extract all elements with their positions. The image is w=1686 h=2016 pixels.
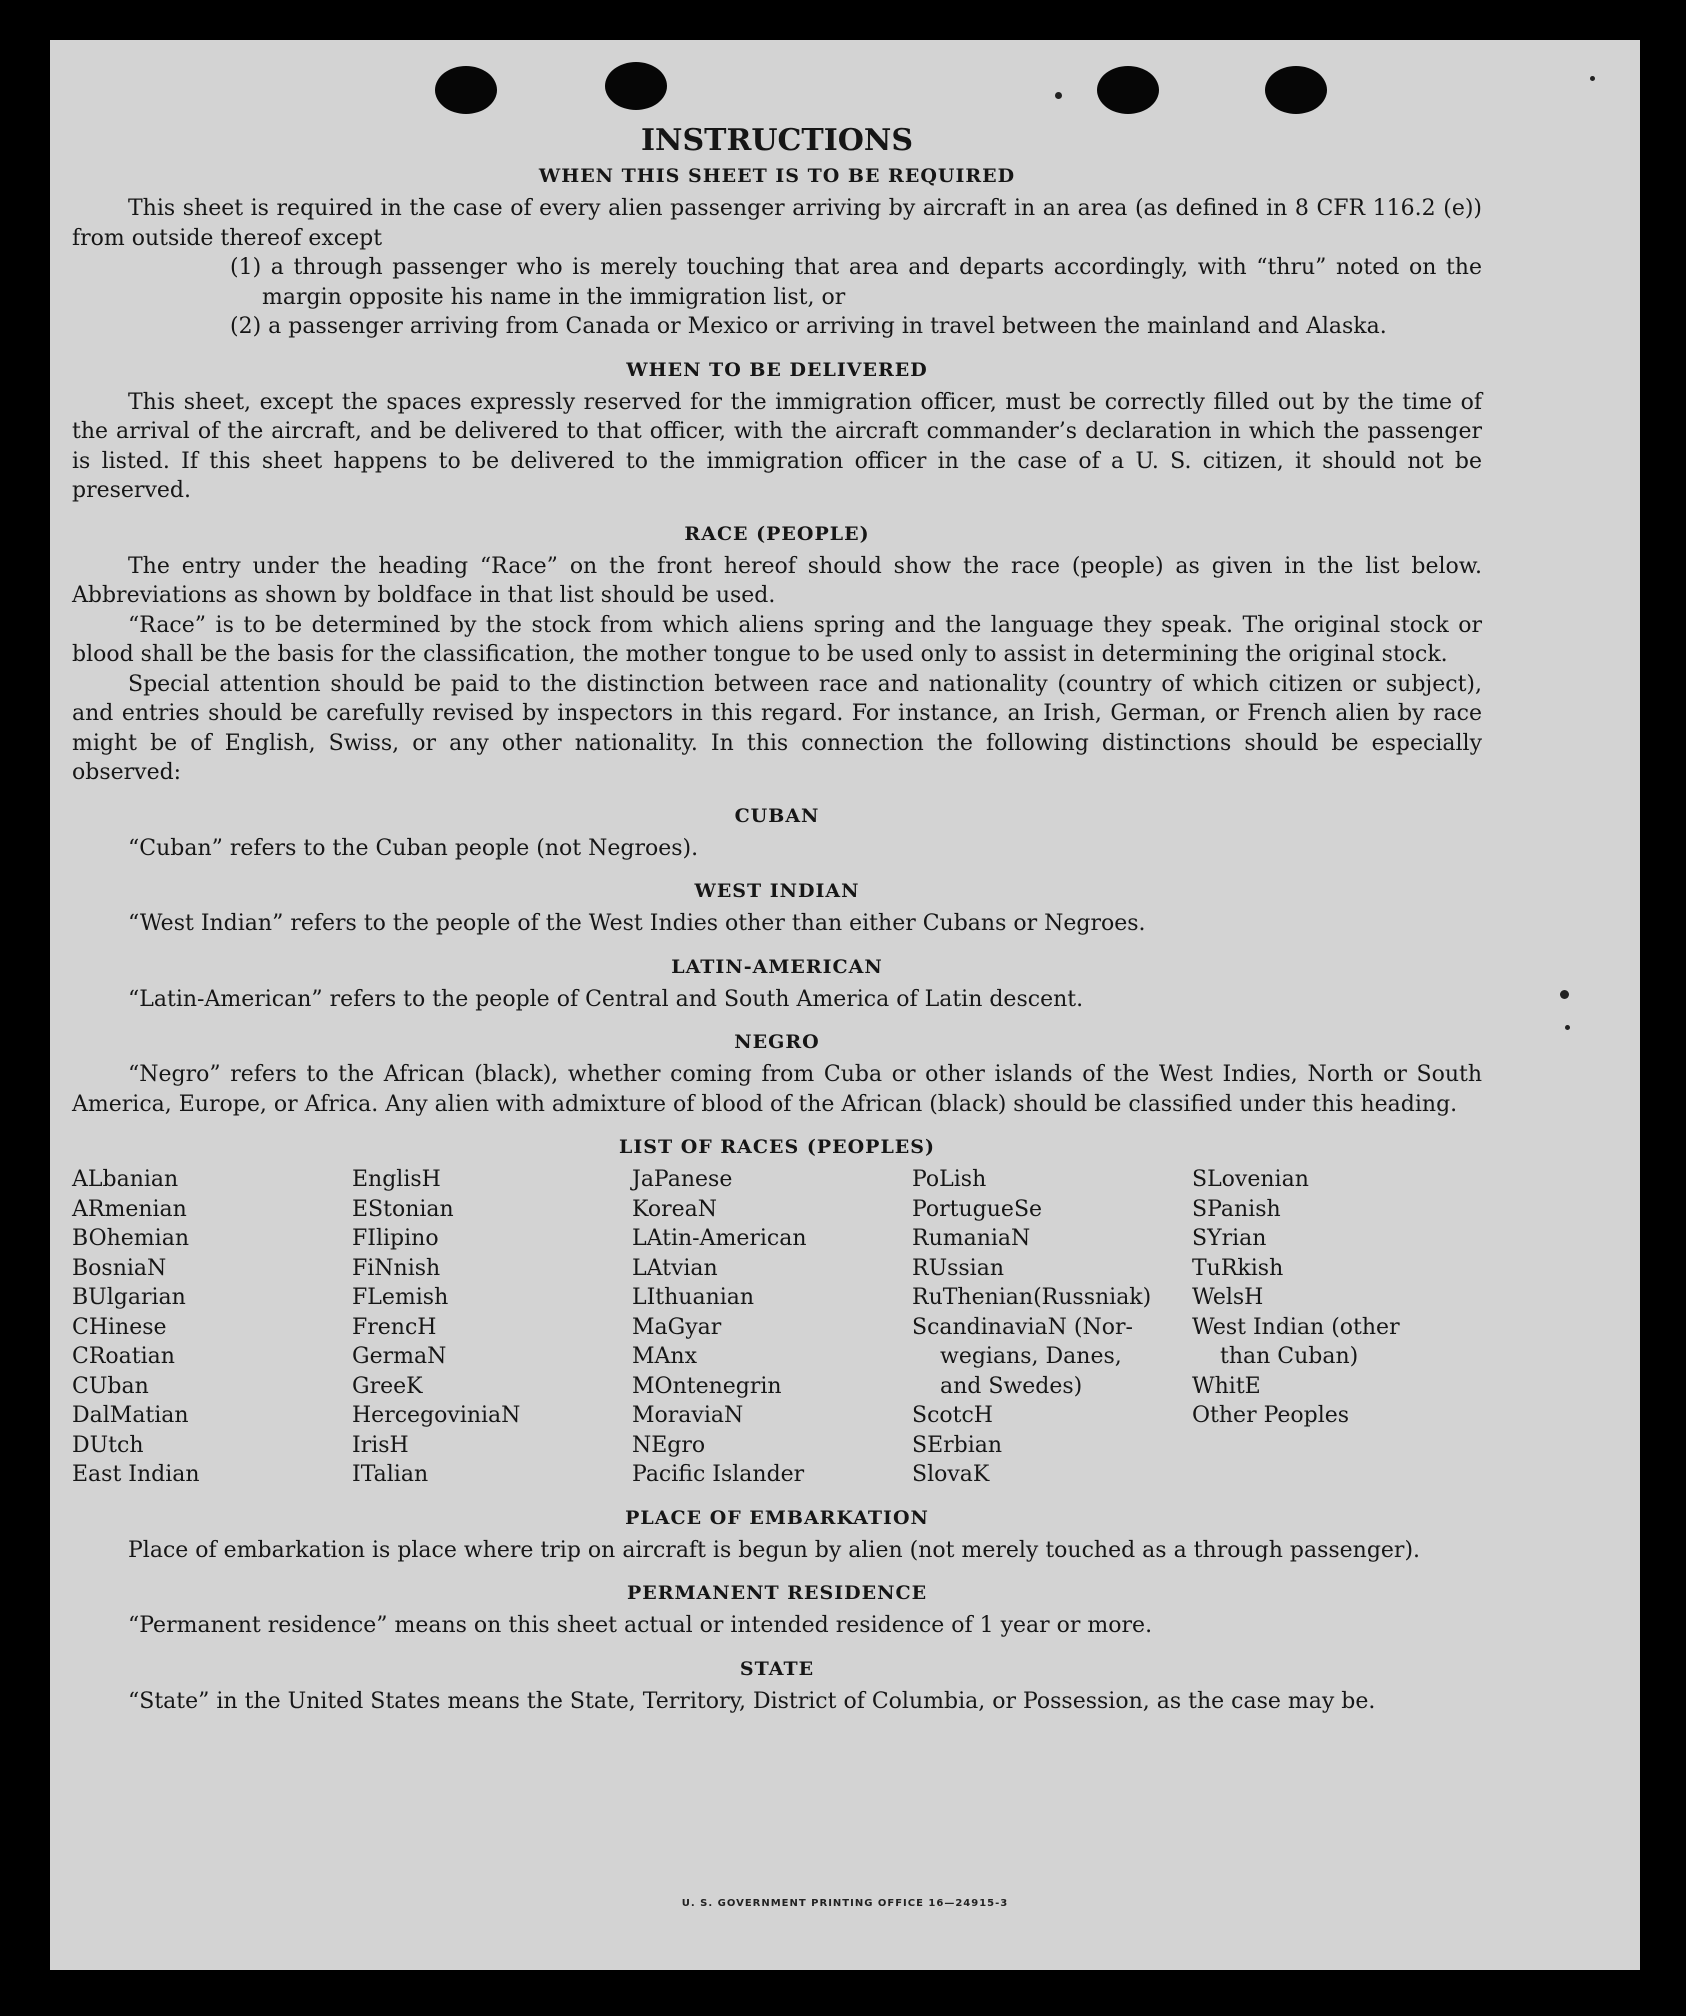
race-entry: IrisH (352, 1432, 409, 1458)
instructions-body (72, 124, 1482, 1716)
cuban-text: “Cuban” refers to the Cuban people (not Negroes). (128, 835, 699, 861)
section-heading-races-list: LIST OF RACES (PEOPLES) (619, 1136, 935, 1158)
races-column (72, 1165, 352, 1490)
race-entry: MoraviaN (632, 1403, 744, 1428)
race-entry: TuRkish (1192, 1255, 1284, 1281)
residence-text: “Permanent residence” means on this sheet actual or intended residence of 1 year or more. (128, 1613, 1153, 1638)
races-column (912, 1165, 1192, 1490)
race-entry: ScotcH (912, 1403, 993, 1428)
latin-american-text: “Latin-American” refers to the people of Central and South America of Latin descent. (128, 986, 1084, 1012)
punch-hole (435, 66, 497, 114)
punch-hole (1097, 66, 1159, 114)
delivered-text: This sheet, except the spaces expressly reserved for the immigration officer, must be correctly filled out by the time of the arrival of the aircraft, and be delivered to that officer, with the aircraft commander’s declaration in which the passenger is listed. If this sheet happens to be delivered to the immigration officer in the case of a U. S. citizen, it should not be preserved. (72, 389, 1482, 503)
race-entry: FIlipino (352, 1226, 439, 1251)
race-entry: MOntenegrin (632, 1373, 782, 1399)
race-entry: HercegoviniaN (352, 1403, 521, 1428)
section-heading-delivered: WHEN TO BE DELIVERED (626, 358, 928, 381)
race-entry: SlovaK (912, 1462, 990, 1487)
race-entry: BOhemian (72, 1226, 189, 1251)
race-entry: and Swedes) (940, 1373, 1083, 1399)
embarkation-text: Place of embarkation is place where trip on aircraft is begun by alien (not merely touched as a through passenger). (128, 1537, 1421, 1563)
race-entry: LIthuanian (632, 1285, 755, 1310)
races-column (1192, 1165, 1472, 1490)
race-entry: FiNnish (352, 1255, 441, 1281)
race-entry: SErbian (912, 1432, 1003, 1458)
section-heading-residence: PERMANENT RESIDENCE (626, 1582, 928, 1604)
race-entry: SYrian (1192, 1226, 1267, 1251)
race-entry: than Cuban) (1220, 1344, 1359, 1369)
race-entry: SPanish (1192, 1196, 1281, 1222)
race-entry: ARmenian (72, 1196, 187, 1222)
race-entry: NEgro (632, 1432, 706, 1458)
section-heading-cuban: CUBAN (734, 804, 820, 827)
race-entry: DalMatian (72, 1403, 189, 1428)
required-item-2: (2) a passenger arriving from Canada or Mexico or arriving in travel between the mainland and Alaska. (230, 314, 1387, 339)
ink-speck (1560, 990, 1569, 999)
printing-office-footer: U. S. GOVERNMENT PRINTING OFFICE 16—24915-3 (681, 1898, 1009, 1909)
race-entry: KoreaN (632, 1196, 717, 1222)
west-indian-text: “West Indian” refers to the people of the West Indies other than either Cubans or Negroes. (128, 911, 1146, 936)
race-entry: DUtch (72, 1432, 144, 1458)
race-entry: West Indian (other (1192, 1314, 1400, 1340)
section-heading-required: WHEN THIS SHEET IS TO BE REQUIRED (538, 165, 1016, 187)
section-heading-latin-american: LATIN-AMERICAN (671, 955, 883, 978)
section-heading-race: RACE (PEOPLE) (684, 522, 870, 545)
race-entry: ALbanian (72, 1167, 179, 1192)
document-page (50, 40, 1640, 1970)
race-entry: wegians, Danes, (940, 1344, 1122, 1369)
race-entry: BUlgarian (72, 1285, 186, 1310)
negro-text: “Negro” refers to the African (black), whether coming from Cuba or other islands of the West Indies, North or South America, Europe, or Africa. Any alien with admixture of blood of the African (black) should be classified under this heading. (72, 1062, 1482, 1117)
ink-speck (1565, 1025, 1570, 1030)
race-entry: ScandinaviaN (Nor- (912, 1314, 1133, 1340)
race-entry: CHinese (72, 1314, 167, 1340)
race-entry: BosniaN (72, 1255, 167, 1281)
races-list (72, 1165, 1482, 1490)
race-entry: MaGyar (632, 1314, 722, 1340)
race-entry: RumaniaN (912, 1226, 1031, 1251)
race-entry: PortugueSe (912, 1196, 1043, 1222)
race-entry: LAtin-American (632, 1226, 807, 1251)
section-heading-state: STATE (739, 1657, 815, 1680)
races-column (632, 1165, 912, 1490)
race-entry: SLovenian (1192, 1167, 1309, 1192)
race-entry: EnglisH (352, 1167, 441, 1192)
required-intro: This sheet is required in the case of every alien passenger arriving by aircraft in an area (as defined in 8 CFR 116.2 (e)) from outside thereof except (72, 196, 1482, 251)
race-entry: EStonian (352, 1196, 454, 1222)
race-paragraph-2: “Race” is to be determined by the stock from which aliens spring and the language they speak. The original stock or blood shall be the basis for the classification, the mother tongue to be used only to assist in determining the original stock. (72, 612, 1482, 667)
race-entry: CRoatian (72, 1344, 175, 1369)
required-item-1: (1) a through passenger who is merely touching that area and departs accordingly, with “thru” noted on the margin opposite his name in the immigration list, or (230, 255, 1482, 310)
race-entry: GreeK (352, 1373, 423, 1399)
state-text: “State” in the United States means the State, Territory, District of Columbia, or Possession, as the case may be. (128, 1688, 1376, 1714)
race-entry: Other Peoples (1192, 1403, 1350, 1428)
punch-hole (605, 62, 667, 110)
race-entry: Pacific Islander (632, 1462, 805, 1487)
punch-hole (1265, 66, 1327, 114)
race-paragraph-1: The entry under the heading “Race” on the front hereof should show the race (people) as given in the list below. Abbreviations as shown by boldface in that list should be used. (72, 553, 1482, 608)
section-heading-west-indian: WEST INDIAN (694, 880, 860, 902)
section-heading-embarkation: PLACE OF EMBARKATION (625, 1506, 929, 1529)
race-entry: CUban (72, 1373, 149, 1399)
race-entry: JaPanese (632, 1167, 733, 1192)
races-column (352, 1165, 632, 1490)
race-paragraph-3: Special attention should be paid to the distinction between race and nationality (country of which citizen or subject), and entries should be carefully revised by inspectors in this regard. For instance, an Irish, German, or French alien by race might be of English, Swiss, or any other nationality. In this connection the following distinctions should be especially observed: (72, 671, 1482, 785)
race-entry: WhitE (1192, 1373, 1261, 1399)
race-entry: MAnx (632, 1344, 697, 1369)
race-entry: RuThenian(Russniak) (912, 1285, 1152, 1310)
race-entry: LAtvian (632, 1255, 718, 1281)
ink-speck (1590, 76, 1595, 81)
race-entry: RUssian (912, 1255, 1005, 1281)
race-entry: FrencH (352, 1314, 437, 1340)
section-heading-negro: NEGRO (734, 1031, 820, 1053)
race-entry: GermaN (352, 1344, 447, 1369)
page-title: INSTRUCTIONS (641, 123, 913, 158)
race-entry: PoLish (912, 1167, 987, 1192)
ink-speck (1055, 92, 1062, 99)
race-entry: WelsH (1192, 1285, 1264, 1310)
race-entry: East Indian (72, 1462, 200, 1487)
race-entry: ITalian (352, 1462, 429, 1487)
race-entry: FLemish (352, 1285, 449, 1310)
